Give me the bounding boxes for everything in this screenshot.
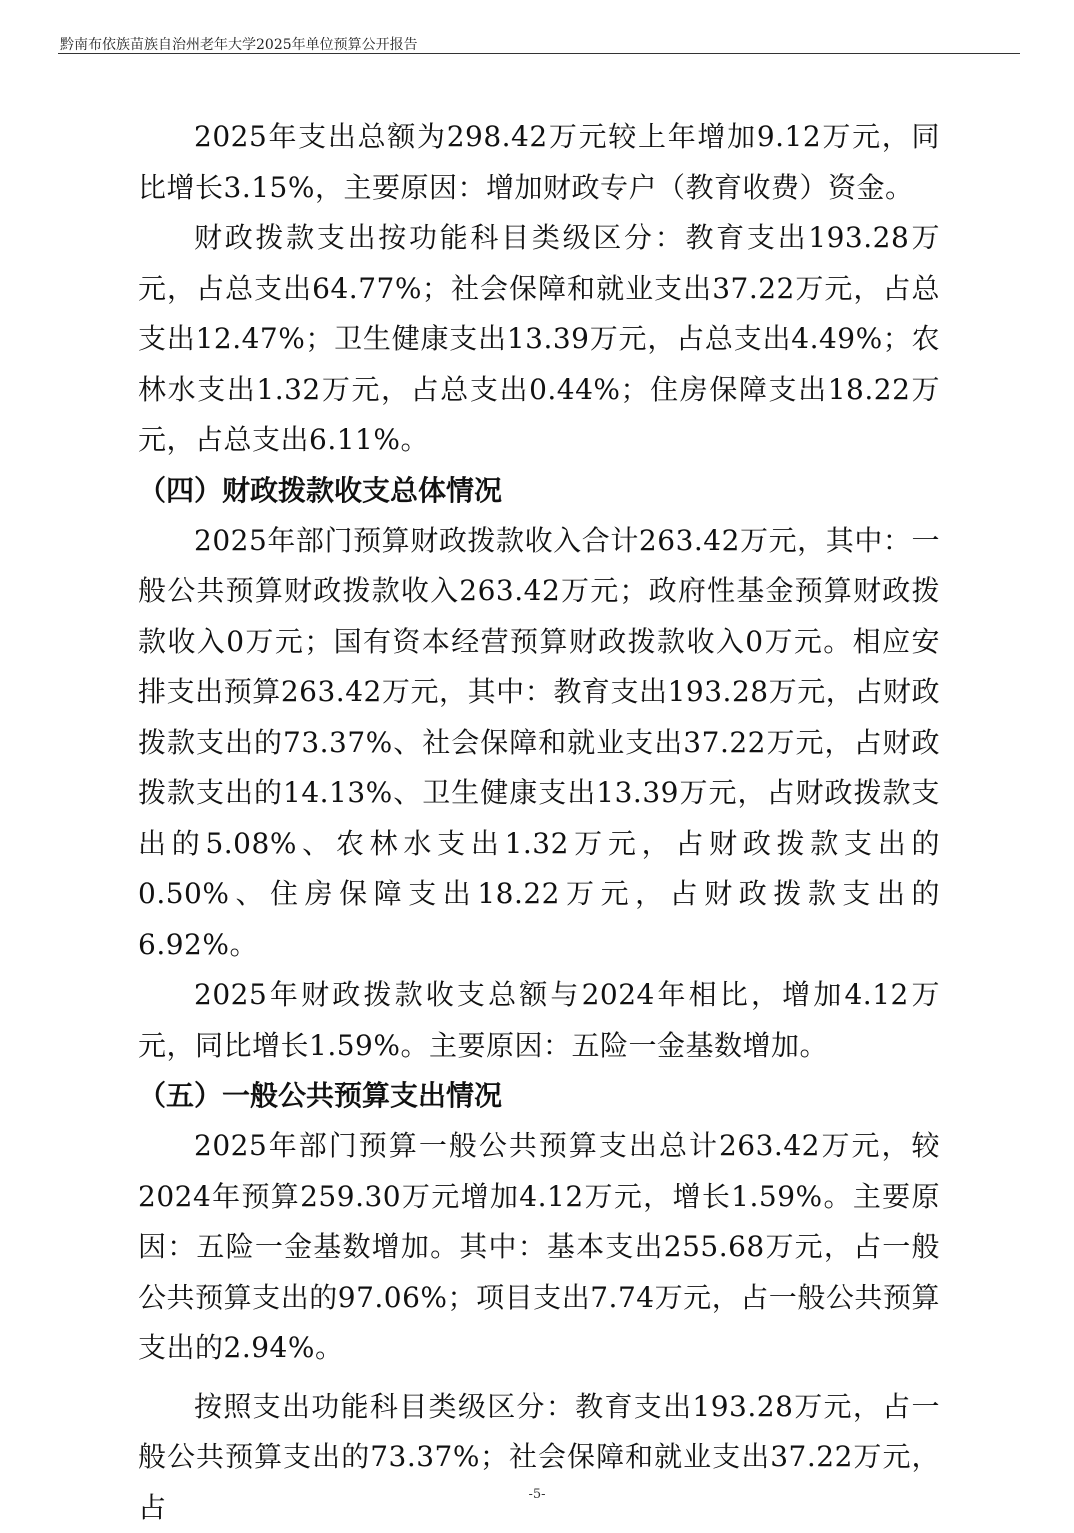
paragraph-expenditure-total: 2025年支出总额为298.42万元较上年增加9.12万元，同比增长3.15%，主要原因：增加财政专户（教育收费）资金。 bbox=[138, 112, 940, 213]
paragraph-general-budget-by-function: 按照支出功能科目类级区分：教育支出193.28万元，占一般公共预算支出的73.37%；社会保障和就业支出37.22万元，占 bbox=[138, 1382, 940, 1533]
page-number: -5- bbox=[0, 1487, 1074, 1502]
section-heading-5: （五）一般公共预算支出情况 bbox=[138, 1071, 940, 1121]
document-body bbox=[138, 112, 940, 1533]
paragraph-fiscal-appropriation: 2025年部门预算财政拨款收入合计263.42万元，其中：一般公共预算财政拨款收入263.42万元；政府性基金预算财政拨款收入0万元；国有资本经营预算财政拨款收入0万元。相应安排支出预算263.42万元，其中：教育支出193.28万元，占财政拨款支出的73.37%、社会保障和就业支出37.22万元，占财政拨款支出的14.13%、卫生健康支出13.39万元，占财政拨款支出的5.08%、农林水支出1.32万元，占财政拨款支出的0.50%、住房保障支出18.22万元，占财政拨款支出的6.92%。 bbox=[138, 516, 940, 971]
header-divider bbox=[58, 53, 1020, 54]
paragraph-expenditure-by-function: 财政拨款支出按功能科目类级区分：教育支出193.28万元，占总支出64.77%；社会保障和就业支出37.22万元，占总支出12.47%；卫生健康支出13.39万元，占总支出4.49%；农林水支出1.32万元，占总支出0.44%；住房保障支出18.22万元，占总支出6.11%。 bbox=[138, 213, 940, 466]
paragraph-general-budget: 2025年部门预算一般公共预算支出总计263.42万元，较2024年预算259.30万元增加4.12万元，增长1.59%。主要原因：五险一金基数增加。其中：基本支出255.68万元，占一般公共预算支出的97.06%；项目支出7.74万元，占一般公共预算支出的2.94%。 bbox=[138, 1121, 940, 1374]
paragraph-fiscal-comparison: 2025年财政拨款收支总额与2024年相比，增加4.12万元，同比增长1.59%。主要原因：五险一金基数增加。 bbox=[138, 970, 940, 1071]
document-header-title: 黔南布依族苗族自治州老年大学2025年单位预算公开报告 bbox=[60, 34, 418, 54]
section-heading-4: （四）财政拨款收支总体情况 bbox=[138, 466, 940, 516]
